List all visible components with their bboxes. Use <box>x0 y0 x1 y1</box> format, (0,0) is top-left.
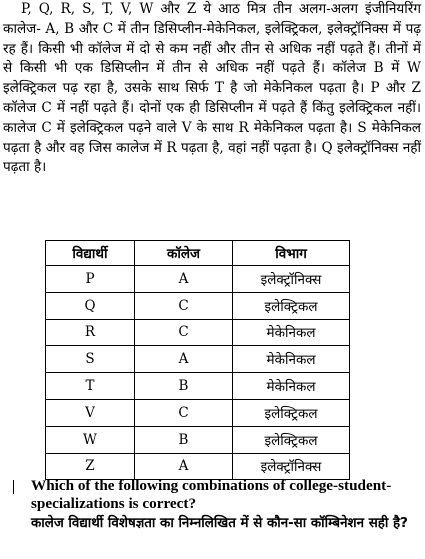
college-cell: A <box>135 346 233 373</box>
table-row <box>46 319 350 346</box>
header-department: विभाग <box>233 241 350 266</box>
college-cell: C <box>135 319 233 346</box>
table-row <box>46 292 350 319</box>
department-cell: इलेक्ट्रॉनिक्स <box>233 453 350 480</box>
department-cell: मेकेनिकल <box>233 346 350 373</box>
department-cell: मेकेनिकल <box>233 319 350 346</box>
text-cursor <box>13 480 14 494</box>
student-cell: S <box>46 346 135 373</box>
college-cell: C <box>135 292 233 319</box>
table-row <box>46 399 350 426</box>
department-cell: मेकेनिकल <box>233 373 350 400</box>
student-cell: Z <box>46 453 135 480</box>
department-cell: इलेक्ट्रिकल <box>233 292 350 319</box>
header-student: विद्यार्थी <box>46 241 135 266</box>
college-cell: A <box>135 266 233 293</box>
table-row <box>46 426 350 453</box>
student-cell: R <box>46 319 135 346</box>
department-cell: इलेक्ट्रॉनिक्स <box>233 266 350 293</box>
table-row <box>46 373 350 400</box>
table-header-row <box>46 241 350 266</box>
student-cell: P <box>46 266 135 293</box>
student-cell: Q <box>46 292 135 319</box>
header-college: कॉलेज <box>135 241 233 266</box>
student-cell: T <box>46 373 135 400</box>
question-english: Which of the following combinations of college-student-specializations is correct? <box>31 477 392 512</box>
table-row <box>46 266 350 293</box>
department-cell: इलेक्ट्रिकल <box>233 399 350 426</box>
table-row <box>46 453 350 480</box>
college-cell: B <box>135 373 233 400</box>
student-cell: W <box>46 426 135 453</box>
table-row <box>46 346 350 373</box>
student-college-table <box>45 240 350 480</box>
student-cell: V <box>46 399 135 426</box>
passage-text: P, Q, R, S, T, V, W और Z ये आठ मित्र तीन अलग-अलग इंजीनियरिंग कालेज- A, B और C में तीन डिसिप्लीन-मेकेनिकल, इलेक्ट्रिकल, इलेक्ट्रॉनिक्स में पढ़ रह हैं। किसी भी कॉलेज में दो से कम नहीं और तीन से अधिक नहीं पढ़ते हैं। तीनों में से किसी भी एक डिसिप्लीन में तीन से अधिक नहीं पढ़ते हैं। कॉलेज B में W इलेक्ट्रिकल पढ़ रहा है, उसके साथ सिर्फ T है जो मेकेनिकल पढ़ता है। P और Z कॉलेज C में नहीं पढ़ते हैं। दोनों एक ही डिसिप्लीन में पढ़ते हैं किंतु इलेक्ट्रिकल नहीं। कालेज C में इलेक्ट्रिकल पढ़ने वाले V के साथ R मेकेनिकल पढ़ता है। S मेकेनिकल पढ़ता है और वह जिस कालेज में R पढ़ता है, वहां नहीं पढ़ता है। Q इलेक्ट्रॉनिक्स नहीं पढ़ता है। <box>3 1 421 176</box>
department-cell: इलेक्ट्रिकल <box>233 426 350 453</box>
college-cell: A <box>135 453 233 480</box>
college-cell: B <box>135 426 233 453</box>
question-hindi: कालेज विद्यार्थी विशेषज्ञता का निम्नलिखित में से कौन-सा कॉम्बिनेशन सही है? <box>31 516 408 531</box>
college-cell: C <box>135 399 233 426</box>
